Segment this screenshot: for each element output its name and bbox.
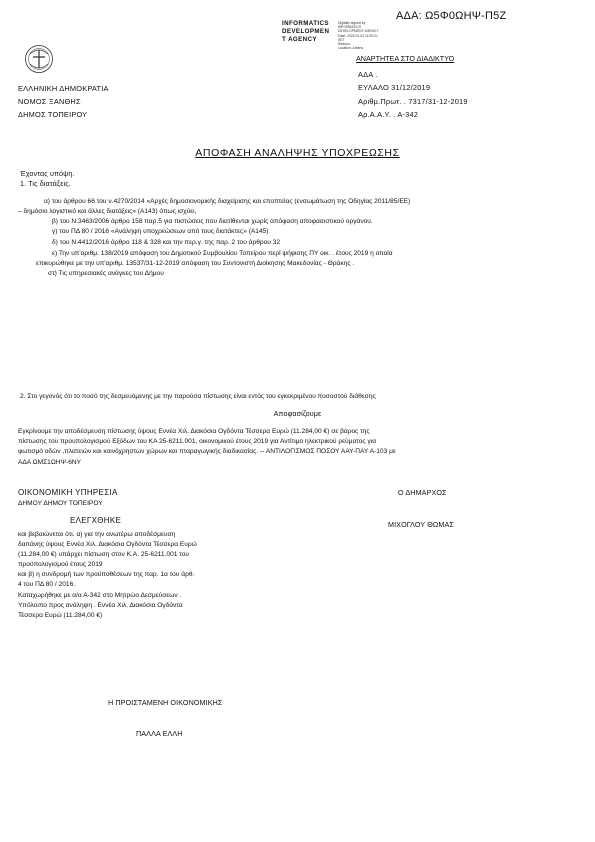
decision-line: Εγκρίνουμε την αποδέσμευση πίστωσης ύψους Εννέα Χιλ. Διακόσια Ογδόντα Τέσσερα Ευρώ (11.284,00 €) σε βάρος της (18, 428, 370, 435)
finance-line: δαπάνης ύψους Εννέα Χιλ. Διακόσια Ογδόντα Τέσσερα Ευρώ (18, 541, 197, 548)
signature-org-line: T AGENCY (282, 36, 317, 43)
signature-org (282, 20, 329, 44)
signature-detail-line: INFORMATICS (338, 25, 362, 30)
signature-details (338, 21, 379, 50)
finance-line: και β) η συνδρομή των προϋποθέσεων της παρ. 1α του άρθ. (18, 571, 195, 578)
point-two: 2. Στο γεγονός ότι το ποσό της δεσμευόμενης με την παρούσα πίστωσης είναι εντός του εγκεκριμένου ποσοστού διάθεσης (20, 393, 376, 400)
head-finance-name: ΠΑΛΛΑ ΕΛΛΗ (136, 729, 183, 738)
finance-line: Τέσσερα Ευρώ (11.284,00 €) (18, 612, 103, 619)
checked-label: ΕΛΕΓΧΘΗΚΕ (70, 516, 122, 525)
signature-org-line: DEVELOPMEN (282, 28, 330, 35)
internet-posting-label: ΑΝΑΡΤΗΤΕΑ ΣΤΟ ΔΙΑΔΙΚΤΥΟ (356, 54, 455, 63)
protocol-number: Αριθμ.Πρωτ. . 7317/31-12-2019 (358, 97, 468, 106)
clause-e-cont: επικυρώθηκε με την υπ'αριθμ. 13537/31-12-2019 απόφαση του Συντονιστή Διοίκησης Μακεδονίας - Θράκης . (36, 260, 355, 267)
signature-org-line: INFORMATICS (282, 20, 329, 27)
prefecture-label: ΝΟΜΟΣ ΞΑΝΘΗΣ (18, 97, 81, 106)
document-title: ΑΠΟΦΑΣΗ ΑΝΑΛΗΨΗΣ ΥΠΟΧΡΕΩΣΗΣ (195, 147, 400, 159)
signature-detail-line: Digitally signed by (338, 21, 366, 25)
head-finance-title: Η ΠΡΟΙΣΤΑΜΕΝΗ ΟΙΚΟΝΟΜΙΚΗΣ (108, 698, 223, 707)
clause-e: ε) Την υπ'αριθμ. 138/2019 απόφαση του Δημοτικού Συμβουλίου Τοπείρου περί ψήφισης ΠΥ οικ. . έτους 2019 η οποία (52, 250, 393, 257)
decision-line: πίστωσης του προυπολογισμού Εξόδων του ΚΑ 25-6211.001, οικονομικού έτους 2019 για Αντίτιμο ηλεκτρικού ρεύματος για (18, 438, 377, 445)
decision-line: ΑΔΑ ΩΜΣ1ΩΗΨ-6ΝΥ (18, 459, 82, 466)
finance-line: Υπόλοιπο προς ανάληψη . Εννέα Χιλ. Διακόσια Ογδόντα (18, 602, 183, 609)
signature-detail-line: EET (338, 37, 345, 42)
finance-line: και βεβαιώνεται ότι. α) για την ανωτέρω αποδέσμευση (18, 531, 176, 538)
republic-label: ΕΛΛΗΝΙΚΗ ΔΗΜΟΚΡΑΤΙΑ (18, 84, 109, 93)
intro-line: 1. Τις διατάξεις. (20, 179, 71, 188)
finance-line: προϋπολογισμού έτους 2019 (18, 561, 103, 568)
aay-number: Αρ.Α.Α.Υ. . Α-342 (358, 110, 419, 119)
signature-detail-line: Location: Athens (338, 46, 364, 51)
clause-d: δ) του Ν.4412/2016 άρθρο 118 & 328 και την περ.γ. της παρ. 2 του άρθρου 32 (52, 239, 281, 246)
finance-service-sub: ΔΗΜΟΥ ΔΗΜΟΥ ΤΟΠΕΙΡΟΥ (18, 500, 103, 507)
clause-b: β) του Ν.3463/2006 άρθρο 158 παρ.5 για πιστώσεις που διατίθενται χωρίς απόφαση αποφασιστικού οργάνου. (52, 218, 373, 225)
clause-a: α) του άρθρου 66 του ν.4270/2014 «Αρχές δημοσιονομικής διαχείρισης και εποπτείας (ενσωμάτωση της Οδηγίας 2011/85/ΕΕ) (44, 198, 411, 205)
municipality-label: ΔΗΜΟΣ ΤΟΠΕΙΡΟΥ (18, 110, 88, 119)
clause-a-cont: – δημόσιο λογιστικό και άλλες διατάξεις» (Α143) όπως ισχύει, (18, 208, 197, 215)
ada-code-header: ΑΔΑ: Ω5Φ0ΩΗΨ-Π5Ζ (396, 10, 507, 22)
mayor-name: ΜΙΧΟΓΛΟΥ ΘΩΜΑΣ (388, 520, 454, 529)
signature-detail-line: DEVELOPMENT AGENCY (338, 29, 379, 34)
clause-st: στ) Τις υπηρεσιακές ανάγκες του Δήμου (48, 270, 164, 277)
finance-line: 4 του ΠΔ 80 / 2016. (18, 581, 76, 588)
mayor-title: Ο ΔΗΜΑΡΧΟΣ (398, 488, 447, 497)
ada-field: ΑΔΑ . (358, 70, 378, 79)
intro-line: Έχοντας υπόψη. (20, 169, 75, 178)
place-date: ΕΥΛΑΛΟ 31/12/2019 (358, 83, 431, 92)
finance-line: (11.284,00 €) υπάρχει πίστωση στον Κ.Α. 25-6211.001 του (18, 551, 190, 558)
clause-g: γ) του ΠΔ 80 / 2016 «Ανάληψη υποχρεώσεων από τους διατάκτες» (Α145) (52, 228, 269, 235)
hellenic-emblem-icon (24, 44, 54, 74)
signature-detail-line: Date: 2020.01.02 11:09:21 (338, 33, 378, 38)
finance-line: Καταχωρήθηκε με α/α Α-342 στο Μητρώο Δεσμεύσεων . (18, 592, 182, 599)
decision-heading: Αποφασίζουμε (273, 409, 322, 418)
decision-line: φωτισμό οδών ,πλατειών και κοινόχρηστων χώρων και πταραγωγικής διαδικασίας. -- ΑΝΤΙΛΟΓΙΣΜΟΣ ΠΟΣΟΥ ΑΑΥ-ΠΑΥ Α-103 με (18, 448, 396, 455)
finance-service-heading: ΟΙΚΟΝΟΜΙΚΗ ΥΠΗΡΕΣΙΑ (18, 488, 118, 497)
signature-detail-line: Reason: (338, 42, 351, 47)
